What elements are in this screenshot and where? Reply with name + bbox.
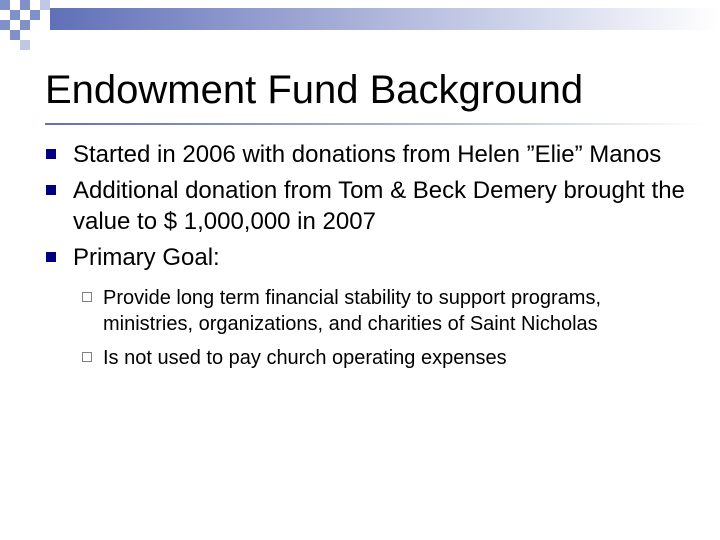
bullet-item: [45, 242, 685, 371]
filled-square-icon: [46, 185, 56, 195]
filled-square-icon: [46, 149, 56, 159]
bullet-text: Additional donation from Tom & Beck Demery brought the value to $ 1,000,000 in 2007: [73, 177, 685, 235]
sub-bullet-list: [45, 285, 685, 371]
slide-title: Endowment Fund Background: [45, 68, 584, 112]
bullet-text: Started in 2006 with donations from Helen ”Elie” Manos: [73, 141, 662, 168]
title-underline: [45, 123, 705, 125]
filled-square-icon: [46, 252, 56, 262]
bullet-item: [45, 175, 685, 237]
sub-bullet-text: Is not used to pay church operating expenses: [103, 347, 507, 369]
checkered-header-decoration: [0, 0, 720, 50]
sub-bullet-item: [45, 285, 685, 337]
hollow-square-icon: [82, 292, 92, 302]
header-gradient-bar: [50, 8, 720, 30]
sub-bullet-item: [45, 345, 685, 371]
hollow-square-icon: [82, 352, 92, 362]
sub-bullet-text: Provide long term financial stability to support programs, ministries, organizations, and charities of Saint Nicholas: [103, 287, 602, 335]
bullet-list: [45, 139, 685, 379]
bullet-text: Primary Goal:: [73, 244, 220, 271]
bullet-item: [45, 139, 685, 170]
